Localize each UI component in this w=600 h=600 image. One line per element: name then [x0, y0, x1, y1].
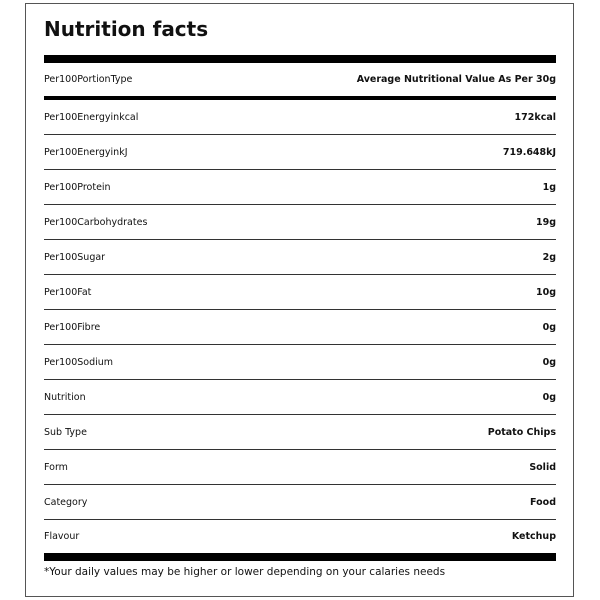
nutrient-label: Per100Carbohydrates [44, 216, 148, 228]
nutrient-value: 172kcal [514, 111, 556, 123]
nutrient-label: Per100Fibre [44, 321, 101, 333]
attribute-label: Sub Type [44, 426, 87, 438]
bottom-divider [44, 553, 556, 561]
nutrient-label: Per100Fat [44, 286, 92, 298]
portion-type-row [44, 62, 556, 97]
nutrient-label: Per100Protein [44, 181, 111, 193]
attribute-label: Flavour [44, 531, 80, 542]
nutrient-row [44, 380, 556, 415]
nutrient-row [44, 135, 556, 170]
attribute-value: Food [530, 496, 556, 508]
nutrient-row [44, 170, 556, 205]
nutrient-row [44, 240, 556, 275]
nutrient-value: 10g [535, 286, 556, 298]
nutrition-title: Nutrition facts [44, 17, 209, 41]
nutrient-label: Per100Sodium [44, 356, 114, 368]
attribute-label: Category [44, 496, 88, 508]
nutrient-row [44, 205, 556, 240]
nutrient-row [44, 345, 556, 380]
daily-values-footnote: *Your daily values may be higher or lower depending on your calaries needs [44, 566, 446, 578]
attribute-row [44, 415, 556, 450]
nutrient-value: 2g [542, 251, 556, 263]
nutrient-row [44, 310, 556, 345]
nutrient-value: 1g [542, 181, 556, 193]
nutrient-row [44, 275, 556, 310]
nutrient-row [44, 100, 556, 135]
attribute-value: Solid [529, 461, 556, 473]
nutrient-label: Nutrition [44, 391, 86, 403]
attribute-value: Ketchup [511, 531, 556, 542]
nutrient-value: 0g [542, 391, 556, 403]
nutrient-label: Per100EnergyinkJ [44, 146, 128, 158]
attribute-row [44, 450, 556, 485]
nutrient-value: 0g [542, 356, 556, 368]
attribute-value: Potato Chips [487, 426, 556, 438]
attribute-row [44, 519, 556, 554]
nutrient-label: Per100Energyinkcal [44, 111, 139, 123]
nutrient-value: 19g [535, 216, 556, 228]
attribute-row [44, 485, 556, 520]
portion-type-value: Average Nutritional Value As Per 30g [356, 74, 556, 85]
nutrient-label: Per100Sugar [44, 251, 106, 263]
portion-type-label: Per100PortionType [44, 74, 133, 85]
attribute-label: Form [44, 461, 68, 473]
nutrient-value: 719.648kJ [502, 146, 556, 158]
nutrient-value: 0g [542, 321, 556, 333]
